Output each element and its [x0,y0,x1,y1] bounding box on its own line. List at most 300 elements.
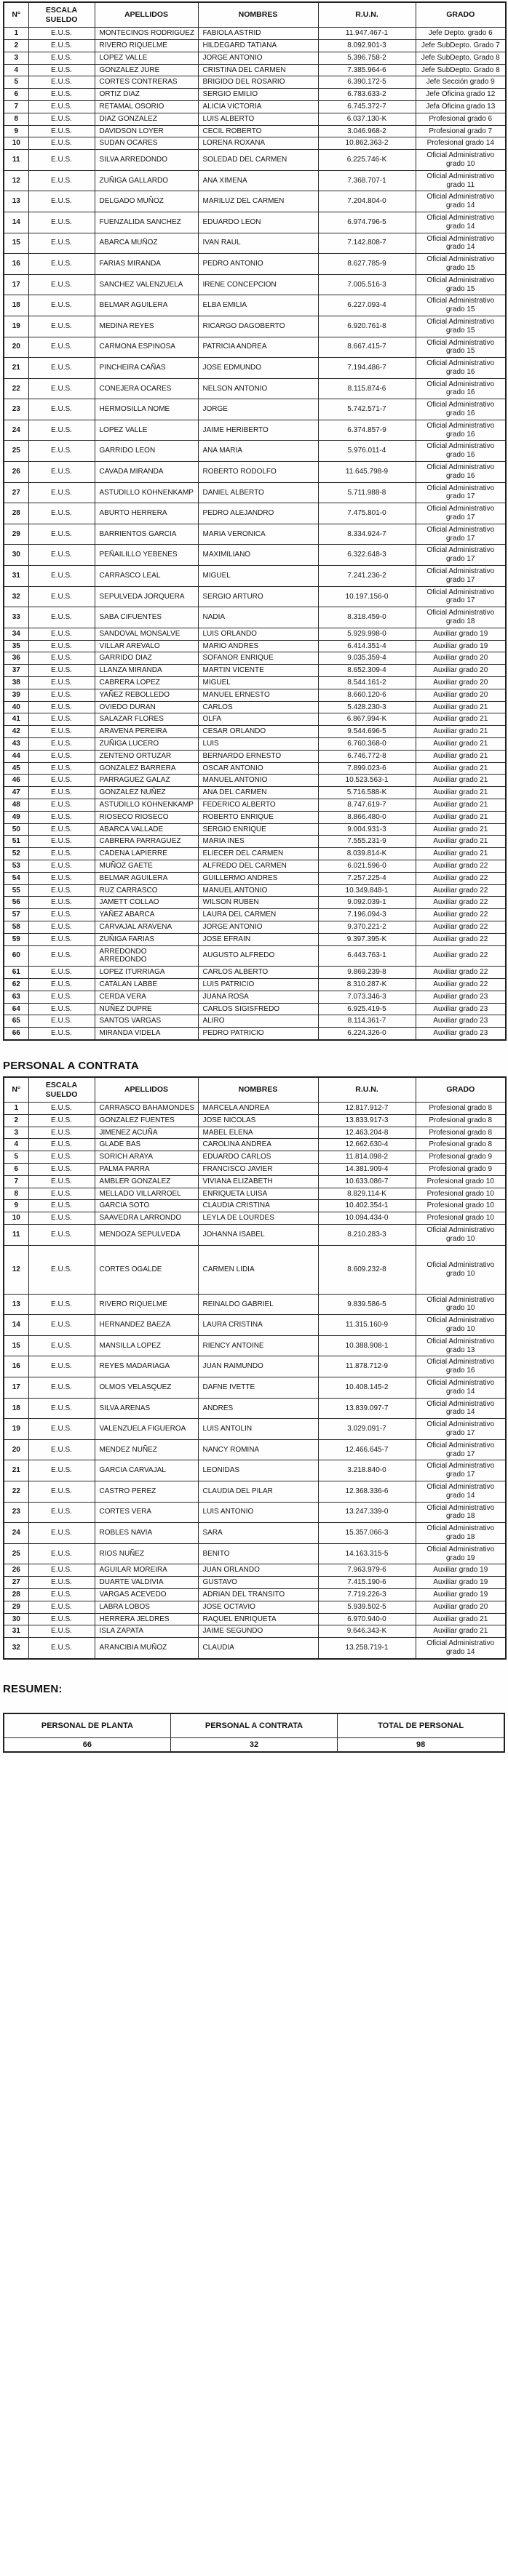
cell-run: 6.021.596-0 [318,860,416,872]
cell-run: 6.760.368-0 [318,737,416,750]
cell-grado: Auxiliar grado 19 [416,1564,506,1577]
cell-num: 41 [4,713,28,726]
table-row [4,967,506,979]
cell-nombres: DANIEL ALBERTO [198,482,318,503]
cell-num: 30 [4,545,28,566]
cell-grado: Oficial Administrativo grado 16 [416,378,506,399]
cell-grado: Auxiliar grado 19 [416,1588,506,1601]
cell-nombres: JOSE EFRAIN [198,933,318,945]
cell-grado: Oficial Administrativo grado 17 [416,566,506,587]
cell-escala: E.U.S. [28,909,95,921]
table-row [4,1613,506,1625]
cell-escala: E.U.S. [28,978,95,991]
cell-run: 8.866.480-0 [318,811,416,823]
cell-run: 6.037.130-K [318,113,416,125]
cell-grado: Oficial Administrativo grado 17 [416,1460,506,1481]
table-row [4,689,506,701]
cell-escala: E.U.S. [28,967,95,979]
cell-grado: Oficial Administrativo grado 17 [416,503,506,524]
cell-run: 10.388.908-1 [318,1335,416,1356]
cell-apellidos: REYES MADARIAGA [95,1356,198,1377]
cell-grado: Oficial Administrativo grado 16 [416,420,506,441]
cell-nombres: ADRIAN DEL TRANSITO [198,1588,318,1601]
cell-apellidos: GLADE BAS [95,1139,198,1151]
table-row [4,420,506,441]
cell-nombres: MABEL ELENA [198,1127,318,1139]
cell-escala: E.U.S. [28,640,95,652]
cell-apellidos: DUARTE VALDIVIA [95,1577,198,1589]
cell-nombres: CLAUDIA DEL PILAR [198,1481,318,1503]
table-row [4,52,506,64]
cell-apellidos: DELGADO MUÑOZ [95,191,198,212]
cell-apellidos: CARMONA ESPINOSA [95,337,198,358]
cell-nombres: REINALDO GABRIEL [198,1294,318,1315]
cell-run: 7.368.707-1 [318,170,416,191]
table-row [4,836,506,848]
cell-run: 6.867.994-K [318,713,416,726]
cell-escala: E.U.S. [28,295,95,316]
cell-run: 3.218.840-0 [318,1460,416,1481]
table-row [4,212,506,233]
cell-nombres: SERGIO ENRIQUE [198,823,318,836]
cell-apellidos: ABARCA MUÑOZ [95,233,198,254]
cell-nombres: ALIRO [198,1015,318,1028]
cell-num: 36 [4,652,28,665]
table-row [4,1377,506,1399]
cell-escala: E.U.S. [28,462,95,483]
cell-escala: E.U.S. [28,1294,95,1315]
table-row [4,713,506,726]
cell-run: 5.742.571-7 [318,399,416,420]
table-row [4,775,506,787]
cell-grado: Oficial Administrativo grado 14 [416,1638,506,1659]
cell-run: 6.925.419-5 [318,1003,416,1015]
cell-run: 8.660.120-6 [318,689,416,701]
cell-run: 8.652.309-4 [318,665,416,677]
cell-escala: E.U.S. [28,799,95,811]
cell-nombres: PEDRO PATRICIO [198,1028,318,1040]
cell-num: 8 [4,1188,28,1200]
cell-apellidos: SORICH ARAYA [95,1151,198,1164]
cell-nombres: GUSTAVO [198,1577,318,1589]
cell-apellidos: NUÑEZ DUPRE [95,1003,198,1015]
cell-escala: E.U.S. [28,1015,95,1028]
resumen-heading: RESUMEN: [3,1682,63,1695]
cell-grado: Oficial Administrativo grado 16 [416,358,506,379]
cell-apellidos: SALAZAR FLORES [95,713,198,726]
cell-escala: E.U.S. [28,503,95,524]
table-row [4,1356,506,1377]
column-header-nombres: NOMBRES [198,1077,318,1103]
cell-run: 7.241.236-2 [318,566,416,587]
table-row [4,1127,506,1139]
cell-nombres: JAIME SEGUNDO [198,1625,318,1638]
table-row [4,76,506,89]
cell-num: 35 [4,640,28,652]
cell-apellidos: MENDOZA SEPULVEDA [95,1225,198,1246]
cell-run: 5.428.230-3 [318,701,416,713]
cell-num: 29 [4,524,28,545]
cell-grado: Jefe SubDepto. Grado 8 [416,64,506,76]
cell-apellidos: VARGAS ACEVEDO [95,1588,198,1601]
cell-run: 8.318.459-0 [318,607,416,628]
cell-grado: Profesional grado 8 [416,1103,506,1115]
cell-escala: E.U.S. [28,1625,95,1638]
cell-apellidos: ZUÑIGA LUCERO [95,737,198,750]
table-row [4,1188,506,1200]
cell-nombres: IRENE CONCEPCION [198,274,318,295]
cell-apellidos: CERDA VERA [95,991,198,1003]
table-row [4,1114,506,1127]
cell-num: 21 [4,358,28,379]
cell-escala: E.U.S. [28,125,95,137]
cell-num: 33 [4,607,28,628]
cell-escala: E.U.S. [28,1164,95,1176]
cell-grado: Oficial Administrativo grado 17 [416,545,506,566]
cell-apellidos: RIOS NUÑEZ [95,1543,198,1564]
cell-nombres: FEDERICO ALBERTO [198,799,318,811]
cell-grado: Profesional grado 14 [416,137,506,150]
table-row [4,295,506,316]
cell-run: 5.976.011-4 [318,441,416,462]
cell-num: 52 [4,848,28,860]
cell-apellidos: GONZALEZ JURE [95,64,198,76]
cell-escala: E.U.S. [28,1638,95,1659]
cell-apellidos: CABRERA LOPEZ [95,677,198,689]
cell-run: 8.039.814-K [318,848,416,860]
cell-escala: E.U.S. [28,1114,95,1127]
cell-num: 46 [4,775,28,787]
cell-nombres: LUIS [198,737,318,750]
cell-nombres: SOLEDAD DEL CARMEN [198,150,318,171]
cell-apellidos: RIVERO RIQUELME [95,1294,198,1315]
cell-escala: E.U.S. [28,1127,95,1139]
table-row [4,1151,506,1164]
table-row [4,1502,506,1523]
cell-escala: E.U.S. [28,76,95,89]
cell-apellidos: BELMAR AGUILERA [95,295,198,316]
cell-grado: Auxiliar grado 22 [416,897,506,909]
column-header-run: R.U.N. [318,2,416,28]
cell-grado: Profesional grado 10 [416,1200,506,1212]
table-row [4,1439,506,1460]
cell-num: 43 [4,737,28,750]
cell-nombres: NADIA [198,607,318,628]
cell-apellidos: SUDAN OCARES [95,137,198,150]
cell-grado: Profesional grado 9 [416,1151,506,1164]
cell-run: 6.224.326-0 [318,1028,416,1040]
cell-nombres: PEDRO ALEJANDRO [198,503,318,524]
cell-apellidos: MONTECINOS RODRIGUEZ [95,28,198,40]
cell-nombres: LAURA CRISTINA [198,1315,318,1336]
cell-num: 45 [4,762,28,775]
cell-apellidos: MIRANDA VIDELA [95,1028,198,1040]
cell-nombres: CARMEN LIDIA [198,1245,318,1294]
cell-grado: Auxiliar grado 23 [416,1003,506,1015]
cell-grado: Oficial Administrativo grado 15 [416,254,506,275]
cell-apellidos: LOPEZ VALLE [95,420,198,441]
cell-grado: Oficial Administrativo grado 14 [416,233,506,254]
cell-nombres: LORENA ROXANA [198,137,318,150]
cell-run: 8.829.114-K [318,1188,416,1200]
cell-nombres: LUIS ANTONIO [198,1502,318,1523]
cell-escala: E.U.S. [28,1225,95,1246]
cell-apellidos: CORTES VERA [95,1502,198,1523]
cell-apellidos: MANSILLA LOPEZ [95,1335,198,1356]
cell-apellidos: ZENTENO ORTUZAR [95,750,198,762]
cell-nombres: OLFA [198,713,318,726]
table-row [4,991,506,1003]
cell-num: 65 [4,1015,28,1028]
cell-nombres: ELIECER DEL CARMEN [198,848,318,860]
cell-escala: E.U.S. [28,775,95,787]
cell-nombres: FRANCISCO JAVIER [198,1164,318,1176]
cell-nombres: CLAUDIA [198,1638,318,1659]
cell-apellidos: ABURTO HERRERA [95,503,198,524]
cell-run: 5.396.758-2 [318,52,416,64]
cell-apellidos: GARCIA CARVAJAL [95,1460,198,1481]
cell-num: 8 [4,113,28,125]
table-row [4,137,506,150]
cell-grado: Oficial Administrativo grado 17 [416,1419,506,1440]
cell-num: 17 [4,274,28,295]
cell-nombres: SERGIO ARTURO [198,586,318,607]
cell-apellidos: SANDOVAL MONSALVE [95,628,198,640]
cell-apellidos: SANTOS VARGAS [95,1015,198,1028]
column-header-grado: GRADO [416,1077,506,1103]
cell-escala: E.U.S. [28,1188,95,1200]
cell-nombres: DAFNE IVETTE [198,1377,318,1399]
cell-escala: E.U.S. [28,170,95,191]
cell-escala: E.U.S. [28,1564,95,1577]
cell-grado: Oficial Administrativo grado 11 [416,170,506,191]
cell-grado: Auxiliar grado 21 [416,713,506,726]
cell-escala: E.U.S. [28,1377,95,1399]
cell-apellidos: YAÑEZ ABARCA [95,909,198,921]
cell-run: 7.142.808-7 [318,233,416,254]
cell-nombres: CARLOS ALBERTO [198,967,318,979]
cell-nombres: LUIS ANTOLIN [198,1419,318,1440]
table-row [4,978,506,991]
cell-nombres: ANA XIMENA [198,170,318,191]
cell-nombres: JOSE NICOLAS [198,1114,318,1127]
cell-num: 64 [4,1003,28,1015]
cell-run: 6.225.746-K [318,150,416,171]
table-row [4,897,506,909]
cell-num: 22 [4,1481,28,1503]
cell-grado: Auxiliar grado 23 [416,991,506,1003]
cell-escala: E.U.S. [28,1502,95,1523]
cell-apellidos: ABARCA VALLADE [95,823,198,836]
cell-num: 4 [4,64,28,76]
cell-escala: E.U.S. [28,1200,95,1212]
cell-run: 11.814.098-2 [318,1151,416,1164]
table-row [4,358,506,379]
summary-value: 66 [4,1737,170,1752]
column-header-escala: ESCALA SUELDO [28,2,95,28]
cell-run: 11.947.467-1 [318,28,416,40]
cell-run: 7.899.023-6 [318,762,416,775]
cell-escala: E.U.S. [28,991,95,1003]
cell-num: 37 [4,665,28,677]
cell-apellidos: SILVA ARREDONDO [95,150,198,171]
cell-num: 23 [4,399,28,420]
cell-grado: Auxiliar grado 21 [416,701,506,713]
cell-escala: E.U.S. [28,1139,95,1151]
cell-apellidos: HERRERA JELDRES [95,1613,198,1625]
cell-escala: E.U.S. [28,933,95,945]
cell-escala: E.U.S. [28,726,95,738]
cell-escala: E.U.S. [28,337,95,358]
cell-apellidos: LABRA LOBOS [95,1601,198,1613]
cell-apellidos: CATALAN LABBE [95,978,198,991]
cell-grado: Auxiliar grado 23 [416,1015,506,1028]
cell-apellidos: MENDEZ NUÑEZ [95,1439,198,1460]
cell-apellidos: VILLAR AREVALO [95,640,198,652]
cell-apellidos: MEDINA REYES [95,316,198,337]
table-row [4,1175,506,1188]
cell-apellidos: PARRAGUEZ GALAZ [95,775,198,787]
cell-nombres: SERGIO EMILIO [198,89,318,101]
cell-apellidos: RIOSECO RIOSECO [95,811,198,823]
cell-run: 8.667.415-7 [318,337,416,358]
table-row [4,399,506,420]
cell-run: 11.645.798-9 [318,462,416,483]
summary-column-header: PERSONAL DE PLANTA [4,1713,170,1738]
cell-num: 18 [4,295,28,316]
cell-escala: E.U.S. [28,137,95,150]
cell-run: 5.711.988-8 [318,482,416,503]
cell-grado: Jefe Sección grado 9 [416,76,506,89]
cell-run: 6.745.372-7 [318,100,416,113]
summary-value: 98 [338,1737,504,1752]
cell-num: 26 [4,1564,28,1577]
cell-nombres: WILSON RUBEN [198,897,318,909]
cell-nombres: MARIA INES [198,836,318,848]
summary-column-header: PERSONAL A CONTRATA [170,1713,337,1738]
cell-num: 66 [4,1028,28,1040]
cell-grado: Auxiliar grado 20 [416,689,506,701]
cell-escala: E.U.S. [28,1175,95,1188]
table-row [4,1481,506,1503]
cell-nombres: ANDRES [198,1398,318,1419]
table-row [4,823,506,836]
cell-nombres: BERNARDO ERNESTO [198,750,318,762]
cell-grado: Jefe Depto. grado 6 [416,28,506,40]
cell-run: 13.258.719-1 [318,1638,416,1659]
cell-run: 7.073.346-3 [318,991,416,1003]
cell-run: 6.920.761-8 [318,316,416,337]
cell-num: 47 [4,787,28,799]
table-row [4,64,506,76]
cell-apellidos: GARRIDO LEON [95,441,198,462]
cell-apellidos: ARANCIBIA MUÑOZ [95,1638,198,1659]
table-row [4,1315,506,1336]
cell-grado: Auxiliar grado 21 [416,823,506,836]
table-row [4,566,506,587]
cell-run: 9.370.221-2 [318,921,416,933]
cell-num: 16 [4,254,28,275]
cell-escala: E.U.S. [28,316,95,337]
cell-escala: E.U.S. [28,872,95,884]
cell-run: 8.114.361-7 [318,1015,416,1028]
cell-run: 10.094.434-0 [318,1212,416,1225]
cell-run: 9.869.239-8 [318,967,416,979]
cell-escala: E.U.S. [28,545,95,566]
cell-escala: E.U.S. [28,420,95,441]
cell-apellidos: RUZ CARRASCO [95,884,198,897]
cell-num: 44 [4,750,28,762]
cell-num: 62 [4,978,28,991]
cell-num: 50 [4,823,28,836]
summary-header-row [4,1713,504,1738]
cell-escala: E.U.S. [28,689,95,701]
cell-nombres: EDUARDO LEON [198,212,318,233]
cell-run: 12.368.336-6 [318,1481,416,1503]
cell-escala: E.U.S. [28,89,95,101]
cell-nombres: JAIME HERIBERTO [198,420,318,441]
table-row [4,1625,506,1638]
table-row [4,1200,506,1212]
table-row [4,1164,506,1176]
table-row [4,677,506,689]
cell-escala: E.U.S. [28,1356,95,1377]
table-row [4,378,506,399]
cell-escala: E.U.S. [28,823,95,836]
table-row [4,848,506,860]
cell-run: 7.963.979-6 [318,1564,416,1577]
cell-num: 57 [4,909,28,921]
cell-num: 1 [4,1103,28,1115]
cell-nombres: PATRICIA ANDREA [198,337,318,358]
cell-nombres: ANA DEL CARMEN [198,787,318,799]
cell-nombres: JORGE ANTONIO [198,921,318,933]
cell-nombres: ALICIA VICTORIA [198,100,318,113]
cell-run: 7.719.226-3 [318,1588,416,1601]
cell-escala: E.U.S. [28,1028,95,1040]
cell-escala: E.U.S. [28,713,95,726]
column-header-run: R.U.N. [318,1077,416,1103]
table-row [4,503,506,524]
cell-grado: Auxiliar grado 21 [416,1613,506,1625]
table-row [4,1225,506,1246]
cell-nombres: BRIGIDO DEL ROSARIO [198,76,318,89]
cell-escala: E.U.S. [28,1601,95,1613]
cell-grado: Auxiliar grado 19 [416,640,506,652]
cell-grado: Oficial Administrativo grado 15 [416,337,506,358]
cell-run: 13.839.097-7 [318,1398,416,1419]
cell-num: 3 [4,52,28,64]
cell-escala: E.U.S. [28,254,95,275]
cell-apellidos: ARAVENA PEREIRA [95,726,198,738]
cell-grado: Profesional grado 8 [416,1127,506,1139]
table-row [4,1003,506,1015]
cell-run: 6.970.940-0 [318,1613,416,1625]
cell-run: 14.381.909-4 [318,1164,416,1176]
cell-num: 29 [4,1601,28,1613]
summary-column-header: TOTAL DE PERSONAL [338,1713,504,1738]
table-row [4,665,506,677]
cell-escala: E.U.S. [28,897,95,909]
cell-grado: Auxiliar grado 21 [416,811,506,823]
table-row [4,113,506,125]
table-row [4,737,506,750]
cell-grado: Oficial Administrativo grado 18 [416,1502,506,1523]
cell-num: 19 [4,316,28,337]
summary-values-row [4,1737,504,1752]
cell-escala: E.U.S. [28,52,95,64]
cell-grado: Jefe Oficina grado 12 [416,89,506,101]
